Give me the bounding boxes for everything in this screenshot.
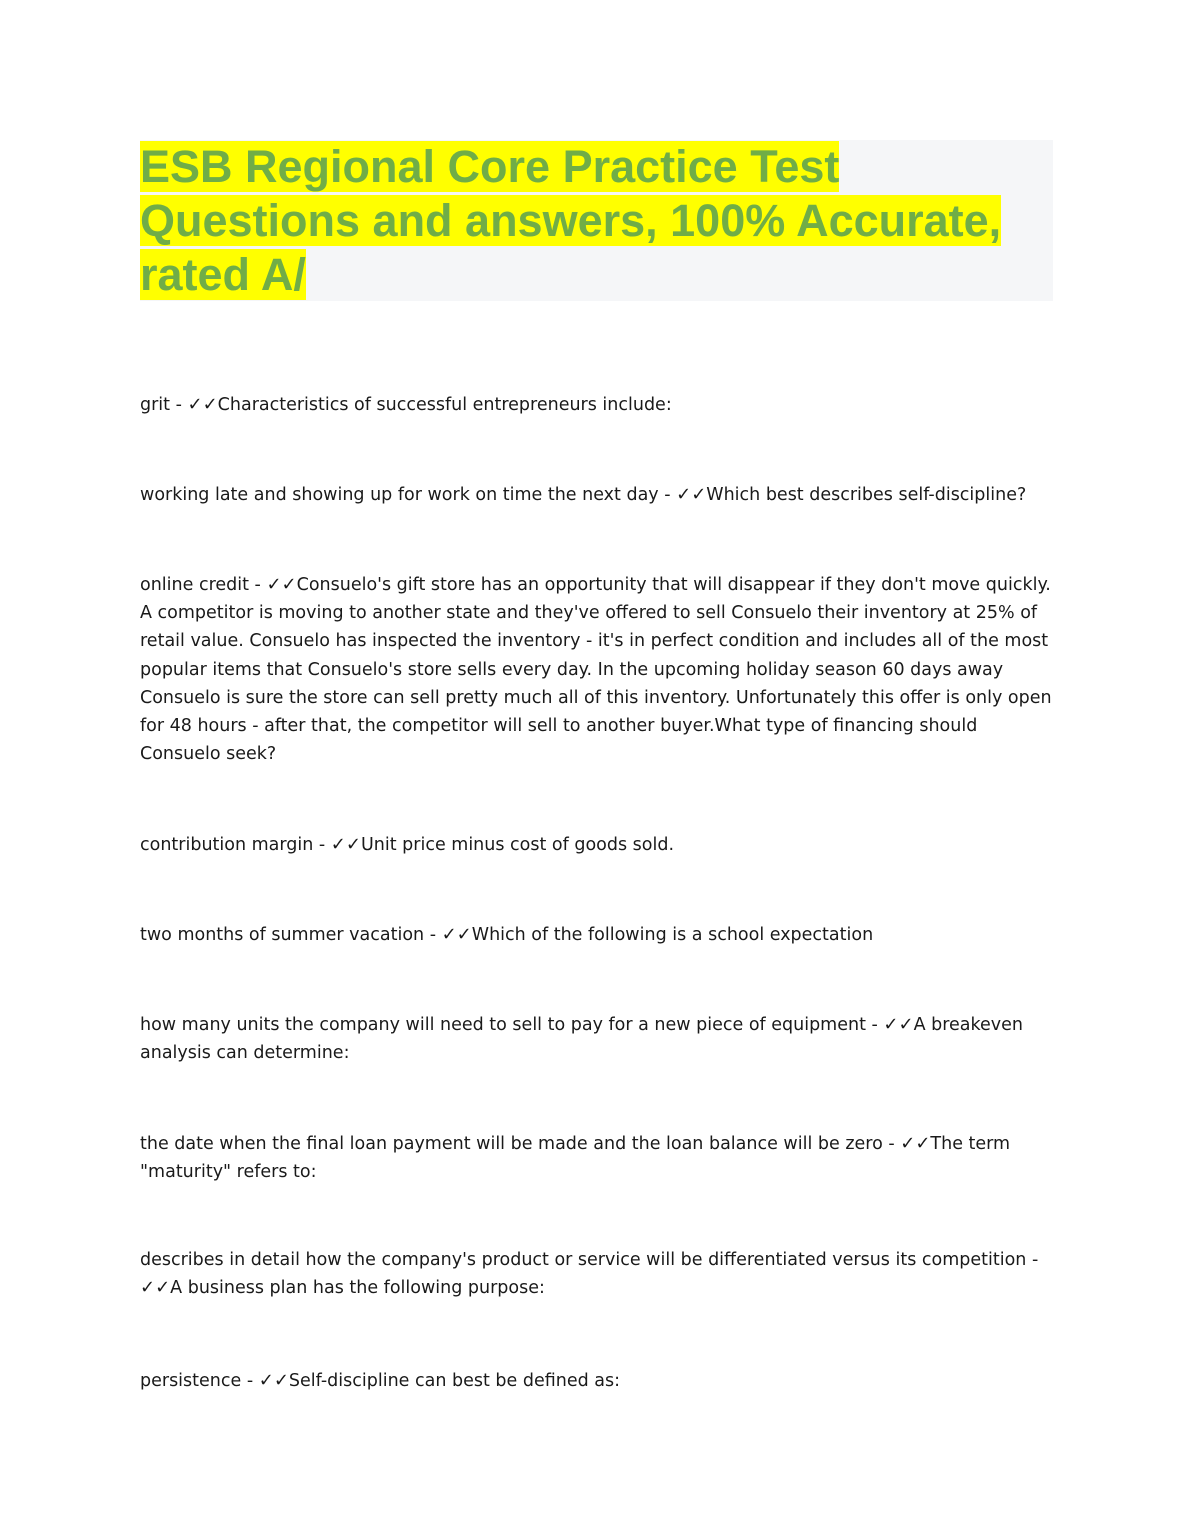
qa-answer: grit xyxy=(140,395,171,415)
qa-answer: how many units the company will need to sell to pay for a new piece of equipment xyxy=(140,1015,866,1035)
qa-separator: - xyxy=(424,925,442,945)
qa-separator: - xyxy=(865,1015,884,1035)
qa-question: A business plan has the following purpose: xyxy=(170,1278,545,1299)
qa-answer: two months of summer vacation xyxy=(140,925,425,945)
double-check-icon: ✓✓ xyxy=(187,394,218,415)
qa-separator: - xyxy=(313,835,331,855)
qa-item xyxy=(140,481,1053,509)
qa-answer: online credit xyxy=(140,575,249,595)
double-check-icon: ✓✓ xyxy=(266,574,297,595)
qa-item xyxy=(140,1367,1053,1395)
qa-separator: - xyxy=(241,1371,259,1391)
qa-item xyxy=(140,571,1053,768)
qa-question: Which best describes self-discipline? xyxy=(706,485,1027,505)
qa-item xyxy=(140,921,1053,949)
double-check-icon: ✓✓ xyxy=(140,1277,171,1299)
qa-separator: - xyxy=(882,1134,901,1154)
qa-answer: describes in detail how the company's product or service will be differentiated versus its competition xyxy=(140,1250,1027,1270)
qa-question: Which of the following is a school expectation xyxy=(471,925,874,945)
double-check-icon: ✓✓ xyxy=(258,1370,289,1391)
double-check-icon: ✓✓ xyxy=(441,924,472,945)
double-check-icon: ✓✓ xyxy=(883,1014,914,1035)
title-block xyxy=(140,140,1053,301)
qa-separator: - xyxy=(1026,1250,1039,1270)
qa-answer: working late and showing up for work on time the next day xyxy=(140,485,659,505)
qa-item xyxy=(140,1246,1053,1302)
qa-item xyxy=(140,1130,1053,1186)
qa-question: Self-discipline can best be defined as: xyxy=(288,1371,621,1391)
document-title xyxy=(140,140,1053,302)
qa-question: A breakeven analysis can determine: xyxy=(140,1015,1024,1064)
qa-item xyxy=(140,831,1053,859)
qa-question: Consuelo's gift store has an opportunity that will disappear if they don't move quickly. A competitor is moving to another state and they've offered to sell Consuelo their inventory at 25% of retail value. Consuelo has inspected the inventory - it's in perfect condition and includes all of the most popular items that Consuelo's store sells every day. In the upcoming holiday season 60 days away Consuelo is sure the store can sell pretty much all of this inventory. Unfortunately this offer is only open for 48 hours - after that, the competitor will sell to another buyer.What type of financing should Consuelo seek? xyxy=(140,575,1052,765)
qa-answer: the date when the final loan payment will be made and the loan balance will be zero xyxy=(140,1134,883,1154)
qa-question: Unit price minus cost of goods sold. xyxy=(360,835,675,855)
qa-separator: - xyxy=(658,485,677,505)
qa-answer: contribution margin xyxy=(140,835,314,855)
double-check-icon: ✓✓ xyxy=(330,834,361,855)
qa-question: The term "maturity" refers to: xyxy=(140,1134,1011,1183)
qa-separator: - xyxy=(248,575,267,595)
double-check-icon: ✓✓ xyxy=(900,1133,931,1154)
document-title-highlight: ESB Regional Core Practice Test Questions and answers, 100% Accurate, rated A/ xyxy=(140,141,1002,300)
qa-question: Characteristics of successful entrepreneurs include: xyxy=(217,395,672,415)
double-check-icon: ✓✓ xyxy=(676,484,707,505)
qa-item xyxy=(140,391,1053,419)
qa-answer: persistence xyxy=(140,1371,242,1391)
qa-separator: - xyxy=(170,395,188,415)
qa-item xyxy=(140,1011,1053,1067)
